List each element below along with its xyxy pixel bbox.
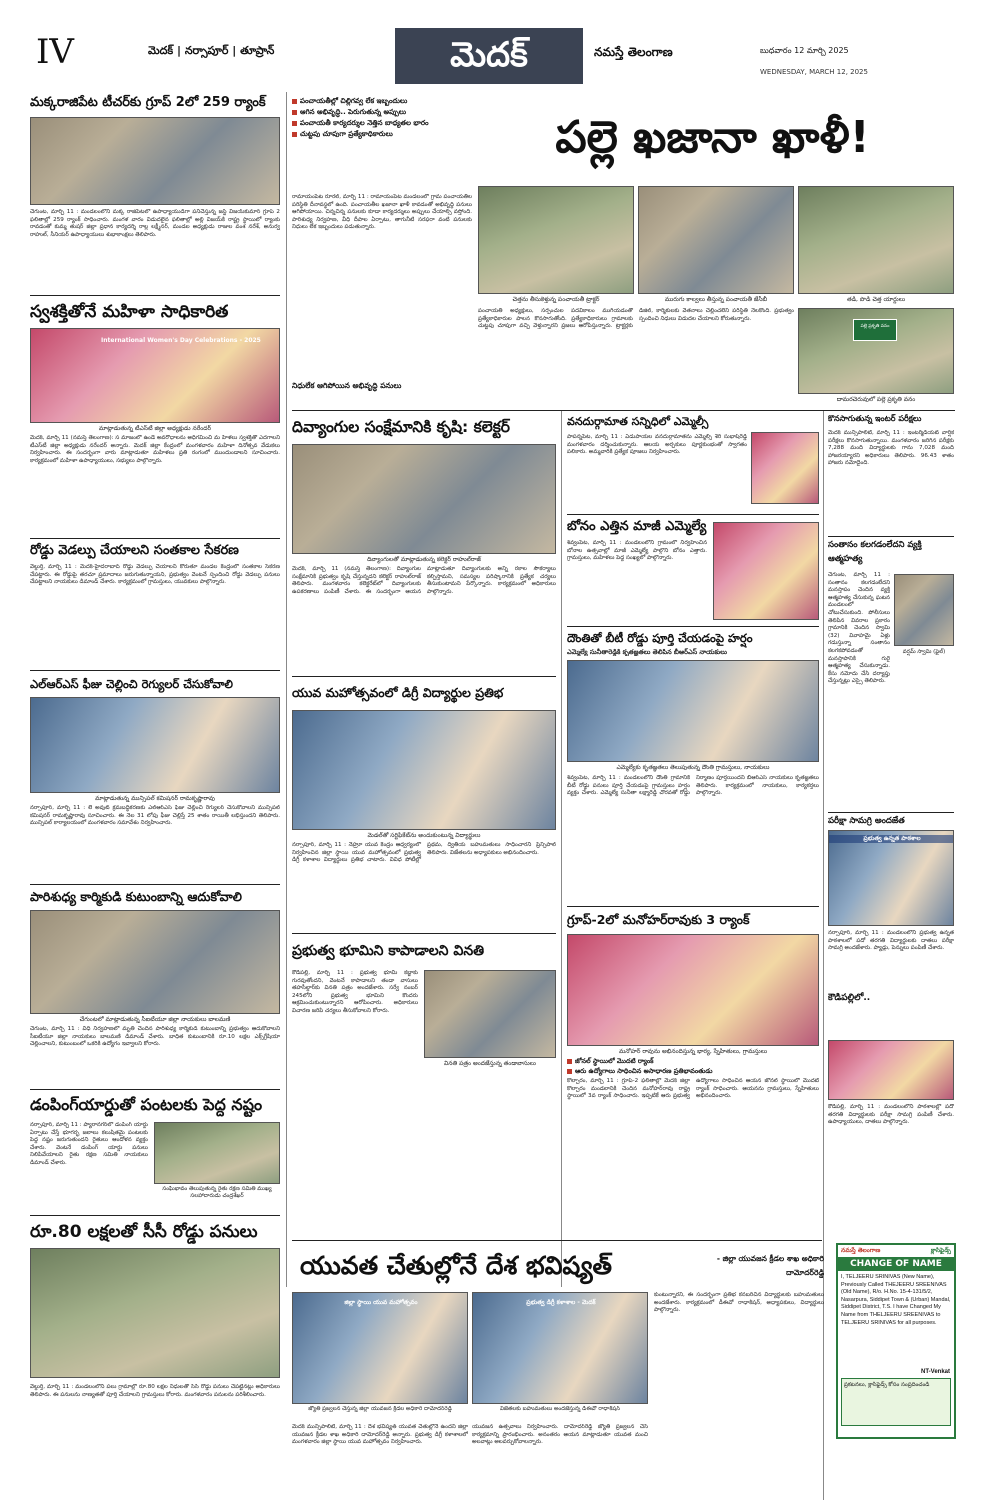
subheadline: కౌడిపల్లిలో..: [828, 993, 871, 1003]
caption: మాట్లాడుతున్న టీఎస్‌టీ జిల్లా అధ్యక్షుడు నరేందర్: [98, 425, 212, 432]
lead-headline: పల్లె ఖజానా ఖాళీ!: [555, 112, 870, 163]
divider: [292, 676, 556, 677]
story-koudipally: [828, 1040, 954, 1164]
sign-board-text: పల్లె ప్రకృతి వనం: [860, 324, 890, 329]
photo: [828, 830, 954, 926]
story-women-empowerment: [30, 298, 280, 548]
article-body: మెదక్ మున్సిపాలిటీ, మార్చి 11 : ఇంటర్మీడియట్ వార్షిక పరీక్షలు కొనసాగుతున్నాయి. మంగళవారం జరిగిన పరీక్షకు 7,288 మంది విద్యార్థులకు గాను 7,028 మంది హాజరయ్యారని అధికారులు తెలిపారు. 96.43 శాతం హాజరు నమోదైంది.: [828, 430, 954, 467]
headline: రోడ్డు వెడల్పు చేయాలని సంతకాల సేకరణ: [30, 543, 239, 558]
photo: [292, 710, 556, 830]
headline: పారిశుధ్య కార్మికుడి కుటుంబాన్ని ఆదుకోవాలి: [30, 889, 242, 904]
bullet-square-icon: [292, 121, 297, 126]
lead-subhead: నిధులేక ఆగిపోయిన అభివృద్ధి పనులు: [292, 381, 402, 390]
article-body: నర్సాపూర్, మార్చి 11 : లే అవుట్ క్రమబద్ధీకరణకు ఎల్‌ఆర్‌ఎస్ ఫీజు చెల్లించి రెగ్యులర్ చేసుకోవాలని మున్సిపల్ కమిషనర్ రామకృష్ణారావు సూచించారు. ఈ నెల 31 లోపు ఫీజు చెల్లిస్తే 25 శాతం రాయితీ లభిస్తుందని తెలిపారు. మున్సిపల్ కార్యాలయంలో మంగళవారం సమావేశం నిర్వహించారు.: [30, 805, 280, 827]
caption: ఎమ్మెల్యేకు కృతజ్ఞతలు తెలుపుతున్న దౌంతి గ్రామస్తులు, నాయకులు: [616, 764, 770, 771]
bullet-square-icon: [567, 1059, 572, 1064]
lead-body-1: రామాయంపేట రూరల్, మార్చి 11 : రామాయంపేట మండలంలో గ్రామ పంచాయతీల పరిస్థితి దీనావస్థలో ఉంది. పంచాయతీల ఖజానా ఖాళీ కావడంతో అభివృద్ధి పనులు ఆగిపోయాయి. చిన్నచిన్న పనులకు కూడా కార్యదర్శులు అప్పులు చేయాల్సి వస్తోంది. పారిశుధ్య నిర్వహణ, వీధి దీపాల ఏర్పాటు, తాగునీటి సరఫరా వంటి పనులకు నిధులు లేక ఇబ్బందులు పడుతున్నారు.: [292, 194, 472, 231]
photo: [713, 522, 819, 620]
photo: [30, 328, 280, 423]
article-body: చేగుంట, మార్చి 11 : విధి నిర్వహణలో మృతి చెందిన పారిశుధ్య కార్మికుడి కుటుంబాన్ని ప్రభుత్వం ఆదుకోవాలని సీఐటీయూ జిల్లా నాయకులు బాలమణి డిమాండ్ చేశారు. బాధిత కుటుంబానికి రూ.10 లక్షల ఎక్స్‌గ్రేషియా చెల్లించాలని, కుటుంబంలో ఒకరికి ఉద్యోగం ఇవ్వాలని కోరారు.: [30, 1026, 280, 1048]
caption: దివ్యాంగులతో మాట్లాడుతున్న కలెక్టర్ రాహుల్‌రాజ్: [367, 556, 481, 563]
divider: [828, 812, 954, 813]
photo: [30, 117, 280, 205]
masthead: [0, 0, 981, 90]
article-body: కౌడిపల్లి, మార్చి 11 : మండలంలోని పాఠశాలల్లో పదో తరగతి విద్యార్థులకు పరీక్షా సామగ్రి పంపిణీ చేశారు. ఉపాధ్యాయులు, దాతలు పాల్గొన్నారు.: [828, 1104, 954, 1126]
article-body: చేగుంట, మార్చి 11 : మండలంలోని మక్క రాజిపేటలో ఉపాధ్యాయుడిగా పనిచేస్తున్న జస్టీ విజయ్‌కుమార్ గ్రూప్ 2 ఫలితాల్లో 259 ర్యాంక్ సాధించారు. మంగళ వారం విడుదలైన ఫలితాల్లో అల్లి విజయ్‌కి రాష్ట్ర స్థాయిలో ర్యాంకు రావడంతో కుమ్మ తుషర్ జిల్లా ప్రధాన కార్యదర్శి రాల్ల లక్ష్మీనర్, మండల అధ్యక్షుడు రాజుల వంశ నరేశ్, అనుర్వ రాహుల్, సీనియర్ ఉపాధ్యాయులు శుభాకాంక్షలు తెలిపారు.: [30, 209, 280, 238]
divider: [292, 933, 556, 934]
lead-body-1b: [292, 392, 472, 408]
event-banner: International Women's Day Celebrations - 2025: [101, 337, 261, 344]
divider: [30, 670, 280, 671]
article-body: మెదక్, మార్చి 11 (నమస్తే తెలంగాణ): స మాజంలో ఉండే అవరోధాలను అధిగమించి మ హిళలు స్వశక్తితో ఎదగాలని టీఎస్‌టీ జిల్లా అధ్యక్షుడు నరేందర్ అన్నారు. మెదక్ జిల్లా కేంద్రంలో మంగళవారం మహిళా దినోత్సవ వేడుకలు నిర్వహించారు. ఈ సందర్భంగా వారు మాట్లాడుతూ మహిళలు ప్రతి రంగంలో ముందుండాలని సూచించారు. కార్యక్రమంలో మహిళా ఉపాధ్యాయులు, సభ్యులు పాల్గొన్నారు.: [30, 435, 280, 464]
headline: సంతానం కలగడంలేదని వ్యక్తి ఆత్మహత్య: [828, 540, 922, 564]
article-body: కొల్చారం, మార్చి 11 : గ్రూప్-2 ఫలితాల్లో మెదక్ జిల్లా కొల్చారం మండలానికి చెందిన మనోహర్‌రావు రాష్ట్ర స్థాయిలో 3వ ర్యాంక్ సాధించారు. ఇప్పటికే ఆరు ప్రభుత్వ ఉద్యోగాలు సాధించిన ఆయన జోనల్ స్థాయిలో మొదటి ర్యాంక్ సాధించారు. ఆయనను గ్రామస్తులు, స్నేహితులు అభినందించారు.: [567, 1078, 819, 1100]
bullet-square-icon: [292, 99, 297, 104]
headline: ప్రభుత్వ భూమిని కాపాడాలని వినతి: [292, 943, 485, 959]
photo: [30, 697, 280, 793]
story-mlc-temple: [567, 412, 819, 512]
divider: [567, 514, 819, 515]
divider: [30, 295, 280, 296]
headline: బోనం ఎత్తిన మాజీ ఎమ్మెల్యే: [567, 519, 707, 534]
divider: [567, 906, 819, 907]
story-teacher-rank: [30, 92, 280, 292]
headline: దివ్యాంగుల సంక్షేమానికి కృషి: కలెక్టర్: [292, 418, 510, 436]
divider: [828, 536, 954, 537]
story-road-widening: [30, 540, 280, 670]
school-banner: ప్రభుత్వ ఉన్నత పాఠశాల: [829, 835, 954, 843]
ad-brand-bar: [838, 1245, 954, 1258]
ad-text: I, TELJEERU SRINIVAS (New Name), Previously Called THEJEERU SREENIVAS (Old Name), R/o. H.No. 15-4-131/5/2, Nasarpura, Siddipet Town & (Urban) Mandal, Siddipet District, T.S. I have Changed My Name from THELJEERU SREENIVAS to TELJEERU SRINIVAS for all purposes.: [841, 1274, 951, 1326]
photo: [30, 910, 280, 1014]
photo: [292, 444, 556, 554]
divider: [567, 626, 819, 627]
article-body: నర్సాపూర్, మార్చి 11 : ప్యారానగర్‌లో డంపింగ్ యార్డు ఏర్పాటు చేస్తే భూగర్భ జలాలు కలుషితమై పంటలకు పెద్ద నష్టం జరుగుతుందని రైతులు ఆందోళన వ్యక్తం చేశారు. వెంటనే డంపింగ్ యార్డు పనులు నిలిపివేయాలని రైతు రక్షణ సమితి నాయకులు డిమాండ్ చేశారు.: [30, 1122, 148, 1166]
bottom-headline: యువత చేతుల్లోనే దేశ భవిష్యత్: [300, 1251, 613, 1280]
photo: [567, 934, 819, 1046]
bottom-body-1: మెదక్ మున్సిపాలిటీ, మార్చి 11 : దేశ భవిష్యత్ యువత చేతుల్లోనే ఉందని జిల్లా యువజన క్రీడల శాఖ అధికారి దామోదర్‌రెడ్డి అన్నారు. ప్రభుత్వ డిగ్రీ కళాశాలలో మంగళవారం జిల్లా స్థాయి యువ మహోత్సవం నిర్వహించారు.: [292, 1424, 468, 1446]
change-of-name-ad: [836, 1243, 956, 1439]
column-divider: [561, 410, 562, 1287]
photo-drain: [638, 186, 794, 294]
lead-bullets: [292, 96, 467, 191]
photo: [154, 1122, 280, 1184]
headline: యువ మహోత్సవంలో డిగ్రీ విద్యార్థుల ప్రతిభ: [292, 685, 504, 700]
caption: దామరచెరువులో పల్లె ప్రకృతి వనం: [836, 396, 916, 403]
headline: ఎల్‌ఆర్‌ఎస్ ఫీజు చెల్లించి రెగ్యులర్ చేసుకోవాలి: [30, 677, 233, 691]
sign-board: [853, 319, 897, 341]
ad-signature: NT-Venkat: [920, 1369, 950, 1375]
headline: స్వశక్తితోనే మహిళా సాధికారిత: [30, 302, 229, 322]
subhead: ఎమ్మెల్యే సునీతారెడ్డికి కృతజ్ఞతలు తెలిపిన బీఆర్‌ఎస్ నాయకులు: [567, 648, 728, 656]
caption: తడి, పొడి చెత్త యార్డులు: [846, 296, 906, 303]
photo-prize-distribution: [472, 1292, 648, 1404]
column-divider: [286, 92, 287, 1287]
photo: [424, 970, 556, 1058]
ad-footer: ప్రకటనలు, క్లాసిఫైడ్స్ కోసం సంప్రదించండి: [841, 1378, 951, 1426]
bullet-square-icon: [292, 132, 297, 137]
divider: [30, 1089, 280, 1090]
headline: పరీక్షా సామగ్రి అందజేత: [828, 816, 905, 826]
ad-brand-left: నమస్తే తెలంగాణ: [841, 1247, 881, 1254]
photo: [567, 660, 819, 762]
divider: [30, 884, 280, 885]
bottom-body-2: యువజన ఉత్సవాలు నిర్వహించారు. దామోదర్‌రెడ్డి జ్యోతి ప్రజ్వలన చేసి కార్యక్రమాన్ని ప్రారంభించారు. అనంతరం ఆయన మాట్లాడుతూ యువత మంచి అలవాట్లు అలవర్చుకోవాలన్నారు.: [472, 1424, 648, 1446]
article-body: శివ్వంపేట, మార్చి 11 : మండలంలోని గ్రామంలో నిర్వహించిన బోనాల ఉత్సవాల్లో మాజీ ఎమ్మెల్యే పాల్గొని బోనం ఎత్తారు. గ్రామస్తులు, మహిళలు పెద్ద సంఖ్యలో పాల్గొన్నారు.: [567, 540, 707, 562]
caption: మాట్లాడుతున్న మున్సిపల్ కమిషనర్ రామకృష్ణారావు: [95, 795, 215, 802]
event-banner: ప్రభుత్వ డిగ్రీ కళాశాల - మెదక్: [526, 1299, 596, 1306]
caption: మెడల్‌తో సర్టిఫికేట్‌ను అందుకుంటున్న విద్యార్థులు: [367, 832, 481, 839]
event-banner: జిల్లా స్థాయి యువ మహోత్సవం: [344, 1299, 418, 1306]
article-body: నర్సాపూర్, మార్చి 11 : నెహ్రూ యువ కేంద్రం ఆధ్వర్యంలో నిర్వహించిన జిల్లా స్థాయి యువ మహోత్సవంలో ప్రభుత్వ డిగ్రీ కళాశాల విద్యార్థులు ప్రతిభ చాటారు. వివిధ పోటీల్లో ప్రథమ, ద్వితీయ బహుమతులు సాధించారని ప్రిన్సిపాల్ తెలిపారు. విజేతలను అధ్యాపకులు అభినందించారు.: [292, 842, 556, 864]
caption: వినతి పత్రం అందజేస్తున్న తండావాసులు: [444, 1060, 536, 1067]
bullet-item: ఆగిన అభివృద్ధి.. పెరుగుతున్న అప్పులు: [292, 107, 467, 118]
bullet-item: పంచాయతీ కార్యదర్శుల నెత్తిన బాధ్యతల భారం: [292, 118, 467, 129]
article-body: మెదక్, మార్చి 11 (నమస్తే తెలంగాణ): దివ్యాంగుల సంక్షేమానికి ప్రభుత్వం కృషి చేస్తున్నదని కలెక్టర్ రాహుల్‌రాజ్ తెలిపారు. మంగళవారం కలెక్టరేట్‌లో దివ్యాంగులకు ఉపకరణాలు పంపిణీ చేశారు. ఈ సందర్భంగా ఆయన మాట్లాడుతూ దివ్యాంగులకు అన్ని రకాల సౌకర్యాలు కల్పిస్తామని, సమస్యల పరిష్కారానికి ప్రత్యేక చర్యలు తీసుకుంటామని పేర్కొన్నారు. కార్యక్రమంలో అధికారులు పాల్గొన్నారు.: [292, 566, 556, 595]
bottom-body-3: కుంటున్నారని, ఈ సందర్భంగా ప్రతిభ కనబరిచిన విద్యార్థులకు బహుమతులు అందజేశారు. కార్యక్రమంలో డీఈవో రాధాకిషన్, అధ్యాపకులు, విద్యార్థులు పాల్గొన్నారు.: [654, 1292, 824, 1314]
bullet-item: పంచాయతీల్లో చిల్లిగవ్వ లేక ఇబ్బందులు: [292, 96, 467, 107]
lead-body-2: పంచాయతీ అధ్యక్షులు, సర్పంచుల పదవీకాలం ముగియడంతో ప్రత్యేకాధికారుల పాలన కొనసాగుతోంది. ప్రత్యేకాధికారులు గ్రామాలకు చుట్టపు చూపుగా వచ్చి వెళ్తున్నారని ప్రజలు ఆరోపిస్తున్నారు. ట్రాక్టర్లకు డీజిల్, కార్మికులకు వేతనాలు చెల్లించలేని పరిస్థితి నెలకొంది. ప్రభుత్వం స్పందించి నిధులు విడుదల చేయాలని కోరుతున్నారు.: [478, 308, 794, 330]
bullet-item: చుట్టపు చూపుగా ప్రత్యేకాధికారులు: [292, 129, 467, 140]
headline: గ్రూప్-2లో మనోహర్‌రావుకు 3 ర్యాంక్: [567, 912, 750, 927]
photo-lamp-lighting: [292, 1292, 468, 1404]
photo-nature-park: [798, 308, 954, 394]
article-body: నర్సాపూర్, మార్చి 11 : మండలంలోని ప్రభుత్వ ఉన్నత పాఠశాలలో పదో తరగతి విద్యార్థులకు దాతలు పరీక్షా సామగ్రి అందజేశారు. ప్యాడ్లు, పెన్నులు పంపిణీ చేశారు.: [828, 930, 954, 952]
photo: [828, 1040, 954, 1100]
story-disabled-welfare: [292, 412, 556, 674]
headline: మక్కరాజిపేట టీచర్‌కు గ్రూప్ 2లో 259 ర్యాంక్: [30, 95, 266, 110]
bullet-item: ఆరు ఉద్యోగాలు సాధించిన అసాధారణ ప్రతిభావంతుడు: [567, 1066, 819, 1076]
brand-name: నమస్తే తెలంగాణ: [594, 45, 673, 59]
story-bonam: [567, 516, 819, 624]
headline: వనదుర్గామాత సన్నిధిలో ఎమ్మెల్సీ: [567, 415, 709, 428]
story-govt-land: [292, 936, 556, 1236]
caption: చేగుంటలో మాట్లాడుతున్న సీఐటీయూ జిల్లా నాయకులు బాలమణి: [79, 1016, 231, 1023]
story-lrs-fee: [30, 673, 280, 883]
edition-box: [395, 28, 583, 84]
headline: దౌంతితో బీటీ రోడ్డు పూర్తి చేయడంపై హర్షం: [567, 631, 753, 645]
story-group2-rank: [567, 908, 819, 1238]
story-inter-exams: [828, 412, 954, 532]
article-body: శివ్వంపేట, మార్చి 11 : మండలంలోని దౌంతి గ్రామానికి బీటీ రోడ్డు పనులు పూర్తి చేయడంపై గ్రామస్తులు హర్షం వ్యక్తం చేశారు. ఎమ్మెల్యే సునీతా లక్ష్మారెడ్డి చొరవతో రోడ్డు నిర్మాణం పూర్తయిందని బీఆర్‌ఎస్ నాయకులు కృతజ్ఞతలు తెలిపారు. కార్యక్రమంలో నాయకులు, కార్యకర్తలు పాల్గొన్నారు.: [567, 775, 819, 797]
ad-title: CHANGE OF NAME: [838, 1258, 954, 1271]
divider: [292, 1240, 822, 1241]
article-body: చేగుంట, మార్చి 11 : సంతానం కలగడంలేదని మనస్తాపం చెందిన వ్యక్తి ఆత్మహత్య చేసుకున్న ఘటన మండలంలో చోటుచేసుకుంది. పోలీసులు తెలిపిన వివరాల ప్రకారం గ్రామానికి చెందిన స్వామి (32) వివాహమై ఏళ్లు గడుస్తున్నా సంతానం కలగకపోవడంతో మనస్తాపానికి గురై ఆత్మహత్య చేసుకున్నాడు. కేసు నమోదు చేసి దర్యాప్తు చేస్తున్నట్లు ఎస్సై తెలిపారు.: [828, 572, 890, 685]
divider: [292, 410, 955, 411]
caption: వర్షమ్ స్వామి (ఫైల్): [902, 649, 946, 655]
caption: విజేతలకు బహుమతులు అందజేస్తున్న డీఈవో రాధాకిషన్: [500, 1406, 620, 1412]
article-body: వెల్దుర్తి, మార్చి 11 : మండలంలోని పలు గ్రామాల్లో రూ.80 లక్షల నిధులతో సీసీ రోడ్డు పనులు చేపట్టినట్లు అధికారులు తెలిపారు. ఈ పనులను నాణ్యతతో పూర్తి చేయాలని గ్రామస్తులు కోరారు. మంగళవారం పనులను పరిశీలించారు.: [30, 1384, 280, 1398]
page-number: IV: [36, 32, 74, 72]
story-youth-festival: [292, 678, 556, 934]
story-bt-road: [567, 628, 819, 908]
caption: మనోహర్ రావును అభినందిస్తున్న భార్య, స్నేహితులు, గ్రామస్తులు: [618, 1048, 768, 1055]
photo-tractor: [478, 186, 634, 294]
edition-title: మెదక్: [450, 35, 528, 75]
caption: జ్యోతి ప్రజ్వలన చేస్తున్న జిల్లా యువజన క్రీడల అధికారి దామోదర్‌రెడ్డి: [308, 1406, 452, 1412]
article-body: వెల్దుర్తి, మార్చి 11 : మెదక్-హైదరాబాద్ రోడ్డు వెడల్పు చేయాలని కోరుతూ మండల కేంద్రంలో సంతకాల సేకరణ చేపట్టారు. ఈ రోడ్డుపై తరచూ ప్రమాదాలు జరుగుతున్నాయని, ప్రభుత్వం వెంటనే స్పందించి రోడ్డు వెడల్పు పనులు చేపట్టాలని నాయకులు డిమాండ్ చేశారు. కార్యక్రమంలో గ్రామస్తులు, యువకులు పాల్గొన్నారు.: [30, 564, 280, 586]
divider: [30, 538, 280, 539]
section-names: మెదక్ | నర్సాపూర్ | తూప్రాన్: [148, 44, 275, 57]
article-body: పాపన్నపేట, మార్చి 11 : ఏడుపాయల వనదుర్గామాతను ఎమ్మెల్సీ శేరి సుభాష్‌రెడ్డి మంగళవారం దర్శించుకున్నారు. ఆలయ అర్చకులు పూర్ణకుంభంతో స్వాగతం పలికారు. అమ్మవారికి ప్రత్యేక పూజలు నిర్వహించారు.: [567, 434, 747, 456]
story-suicide: [828, 538, 954, 810]
story-sanitation-worker: [30, 886, 280, 1086]
caption: మురుగు కాల్వలు తీస్తున్న పంచాయతీ జేసీబీ: [664, 296, 768, 303]
headline: డంపింగ్‌యార్డుతో పంటలకు పెద్ద నష్టం: [30, 1095, 263, 1114]
date-telugu: బుధవారం 12 మార్చి 2025: [760, 46, 849, 55]
story-cc-road: [30, 1218, 280, 1463]
bullet-square-icon: [567, 1069, 572, 1074]
bullet-item: జోనల్ స్థాయిలో మొదటి ర్యాంక్: [567, 1056, 819, 1066]
date-english: WEDNESDAY, MARCH 12, 2025: [760, 68, 868, 76]
divider: [30, 1215, 280, 1216]
caption: సంఘీభావం తెలుపుతున్న రైతు రక్షణ సమితి ముఖ్య సలహాదారుడు చంద్రశేఖర్: [162, 1186, 272, 1199]
photo: [30, 1248, 280, 1378]
photo: [894, 574, 954, 646]
photo: [751, 432, 819, 504]
ad-brand-right: క్లాసిఫైడ్స్: [930, 1247, 951, 1254]
headline: రూ.80 లక్షలతో సీసీ రోడ్డు పనులు: [30, 1222, 258, 1242]
photo-compost-yard: [798, 186, 954, 294]
bottom-attribution: - జిల్లా యువజన క్రీడల శాఖ అధికారి దామోదర్‌రెడ్డి: [716, 1254, 824, 1277]
headline: కొనసాగుతున్న ఇంటర్ పరీక్షలు: [828, 414, 922, 423]
article-body: కౌడిపల్లి, మార్చి 11 : ప్రభుత్వ భూమి కబ్జాకు గురవుతోందని, వెంటనే కాపాడాలని తండా వాసులు తహసీల్దార్‌కు వినతి పత్రం అందజేశారు. సర్వే నంబర్ 245లోని ప్రభుత్వ భూమిని కొందరు ఆక్రమించుకుంటున్నారని ఆరోపించారు. అధికారులు విచారణ జరిపి చర్యలు తీసుకోవాలని కోరారు.: [292, 970, 418, 1014]
caption: చెత్తను తీసుకెళ్తున్న పంచాయతీ ట్రాక్టర్: [512, 296, 600, 303]
story-exam-material: [828, 814, 954, 1040]
bullet-square-icon: [292, 110, 297, 115]
